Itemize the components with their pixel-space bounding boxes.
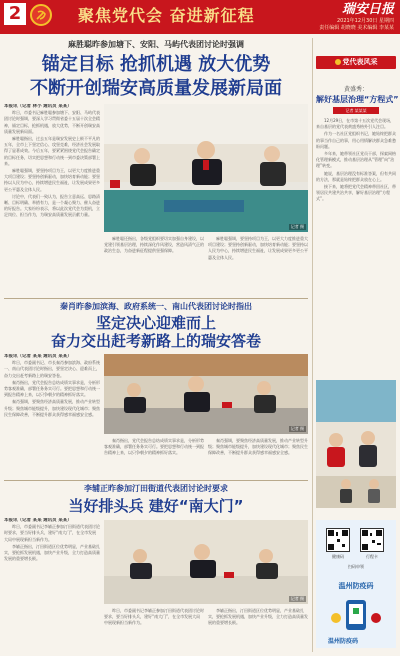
- article3-kicker: 李辅正昨参加汀田街道代表团讨论时要求: [84, 484, 228, 493]
- article1-photo: [104, 104, 308, 232]
- article1-headline-line2: 不断开创瑞安高质量发展新局面: [30, 78, 282, 99]
- right-column-paragraph: 作为一名社区党组织书记，她始终把群众的事当作自己的事，用心用情解决群众急难愁盼问题。: [316, 131, 396, 149]
- right-column-paragraph: 12月29日，在市第十五次党代会现场，来自基层的党代表黄盛秀格外引人注目。: [316, 118, 395, 130]
- article2-text-col3: [208, 438, 308, 478]
- article1-text-col2: [104, 236, 204, 294]
- masthead: [0, 0, 400, 34]
- article1-byline: 本报讯（记者 林小 通讯员 某某）: [4, 104, 72, 109]
- article2-headline-line1: 坚定决心迎难而上: [95, 314, 216, 332]
- section-divider: [4, 298, 308, 299]
- party-emblem-icon: [30, 4, 52, 26]
- editor-credits: 责任编辑 胡晓晓 美术编辑 李某某: [319, 25, 394, 31]
- qr-label: 行程卡: [366, 554, 378, 559]
- article3-text-col3: [208, 608, 308, 652]
- qr-label: 健康码: [332, 554, 344, 559]
- article3-photo: [104, 520, 308, 604]
- article2-kicker: 秦肖昨参加滨海、政府系统一、南山代表团讨论时指出: [60, 302, 252, 311]
- article1-paragraph: 讨论中，代表们一致认为，报告立意高远、思路清晰、目标明确、举措有力，是一个凝心聚力、催人奋进的好报告。大家纷纷表示，将以此次党代会为契机，立足岗位、担当作为，为瑞安高质量发展贡献力量。: [4, 193, 100, 218]
- advert-title: 温州防疫码: [338, 582, 374, 590]
- advert-brand: 温州防疫码: [328, 638, 359, 645]
- article2-headline-line2: 奋力交出赶考新路上的瑞安答卷: [50, 332, 261, 350]
- article1-paragraph: 麻胜聪强调，要坚持项目为王，以更大力度推进重大项目建设；要坚持创新驱动，加快培育新动能；要坚持以人民为中心，持续增进民生福祉，让发展成果更多更公平惠及全体人民。: [4, 168, 100, 192]
- article1-text-col3: [208, 236, 308, 294]
- article1-text-col1: [4, 104, 100, 292]
- right-column-section-label: 党代表风采: [316, 56, 396, 69]
- right-column-paragraph: 接下来，她将把党代会精神带回社区，带领居民共建共治共享，解好基层治理“方程式”。: [316, 184, 396, 202]
- article1-kicker: 麻胜聪昨参加塘下、安阳、马屿代表团讨论时强调: [68, 40, 244, 49]
- section-divider: [4, 480, 308, 481]
- article2-paragraph: 秦肖强调，要聚焦经济高质量发展，推动产业转型升级；聚焦城市能级提升，加快建设现代化城市；聚焦民生保障改善，不断提升群众获得感幸福感安全感。: [208, 438, 308, 456]
- article3-paragraph: 李辅正指出，汀田街道区位优势明显，产业基础扎实，要抢抓发展机遇，加快产业升级，全力打造高质量发展的重要增长极。: [4, 543, 100, 562]
- article1-headline-line1: 锚定目标 抢抓机遇 放大优势: [41, 54, 271, 75]
- publication-date: 2021年12月30日 星期四: [336, 18, 394, 24]
- bullet-icon: [335, 59, 341, 65]
- right-column-text: [316, 118, 396, 368]
- article3-headline: 当好排头兵 建好“南大门”: [68, 497, 244, 515]
- page-number: 2: [4, 3, 26, 25]
- phone-illustration-icon: [326, 598, 386, 632]
- article2-byline: 本报讯（记者 某某 通讯员 某某）: [4, 354, 72, 359]
- article2-paragraph: 昨日，市委副书记、市长秦肖参加滨海、政府系统一、南山代表团讨论时指出，要坚定决心、迎难而上，奋力交出赶考新路上的瑞安答卷。: [4, 360, 100, 378]
- article2-paragraph: 秦肖指出，党代会报告总结成绩实事求是，分析形势客观准确，部署任务务实可行。要把思想和行动统一到报告精神上来，以只争朝夕的精神抓好落实。: [4, 379, 100, 398]
- right-column-photo: [316, 380, 396, 508]
- right-column-paragraph: 多年来，她带领社区党员干部，探索网格化管理新模式，推动基层治理从“管理”向“治理”转变。: [316, 151, 396, 169]
- masthead-slogan: 聚焦党代会 奋进新征程: [78, 6, 255, 25]
- column-divider: [312, 38, 313, 652]
- article1-paragraph: 麻胜聪指出，过去五年是瑞安发展史上极不平凡的五年，全市上下坚定信心、攻坚克难，经济社会发展取得了显著成效。今后五年，要紧紧围绕党代会报告确定的目标任务，切实把思想和行动统一到市委决策部署上来。: [4, 136, 100, 166]
- article1-photo-caption: 记者 摄: [290, 224, 304, 229]
- article3-text-col1: [4, 518, 100, 652]
- article3-paragraph: 昨日，市委副书记李辅正参加汀田街道代表团讨论时要求，要当好排头兵，建好“南大门”，在全市发展大局中展现新担当新作为。: [104, 608, 204, 626]
- qr-code-icon: [360, 528, 384, 552]
- right-column-author: 黄盛秀：: [343, 86, 368, 93]
- article2-photo-caption: 记者 摄: [290, 426, 304, 431]
- article2-paragraph: 秦肖强调，要聚焦经济高质量发展，推动产业转型升级；聚焦城市能级提升，加快建设现代化城市；聚焦民生保障改善，不断提升群众获得感幸福感安全感。: [4, 399, 100, 417]
- paper-name: 瑞安日报: [341, 2, 394, 17]
- article2-paragraph: 秦肖指出，党代会报告总结成绩实事求是，分析形势客观准确，部署任务务实可行。要把思想和行动统一到报告精神上来，以只争朝夕的精神抓好落实。: [104, 438, 204, 456]
- article3-byline: 本报讯（记者 某某 通讯员 某某）: [4, 518, 72, 523]
- article1-paragraph: 昨日，市委书记麻胜聪参加塘下、安阳、马屿代表团讨论时强调，要深入学习贯彻省委十五届十次全会精神，锚定目标，抢抓机遇，放大优势，不断开创瑞安高质量发展新局面。: [4, 110, 100, 134]
- article3-text-col2: [104, 608, 204, 652]
- article1-paragraph: 麻胜聪还指出，各级党组织要切实加强自身建设，以党建引领基层治理，持续深化作风建设，营造风清气正的政治生态，为奋进新征程提供坚强保障。: [104, 236, 204, 254]
- article3-paragraph: 昨日，市委副书记李辅正参加汀田街道代表团讨论时要求，要当好排头兵，建好“南大门”，在全市发展大局中展现新担当新作为。: [4, 524, 100, 542]
- right-column-title: 解好基层治理“方程式”: [316, 95, 399, 104]
- article2-photo: [104, 354, 308, 434]
- article2-text-col2: [104, 438, 204, 478]
- right-column-paragraph: 她说，基层治理没有标准答案，但有共同的方法，那就是始终把群众放在心上。: [316, 170, 396, 182]
- article1-paragraph: 麻胜聪强调，要坚持项目为王，以更大力度推进重大项目建设；要坚持创新驱动，加快培育新动能；要坚持以人民为中心，持续增进民生福祉，让发展成果更多更公平惠及全体人民。: [208, 236, 308, 260]
- article2-text-col1: [4, 354, 100, 478]
- right-column-tag: 记者 某某某: [333, 107, 379, 114]
- article3-paragraph: 李辅正指出，汀田街道区位优势明显，产业基础扎实，要抢抓发展机遇，加快产业升级，全力打造高质量发展的重要增长极。: [208, 608, 308, 626]
- advert-caption: 扫码申领: [348, 564, 364, 569]
- article3-photo-caption: 记者 摄: [290, 596, 304, 601]
- qr-code-icon: [326, 528, 350, 552]
